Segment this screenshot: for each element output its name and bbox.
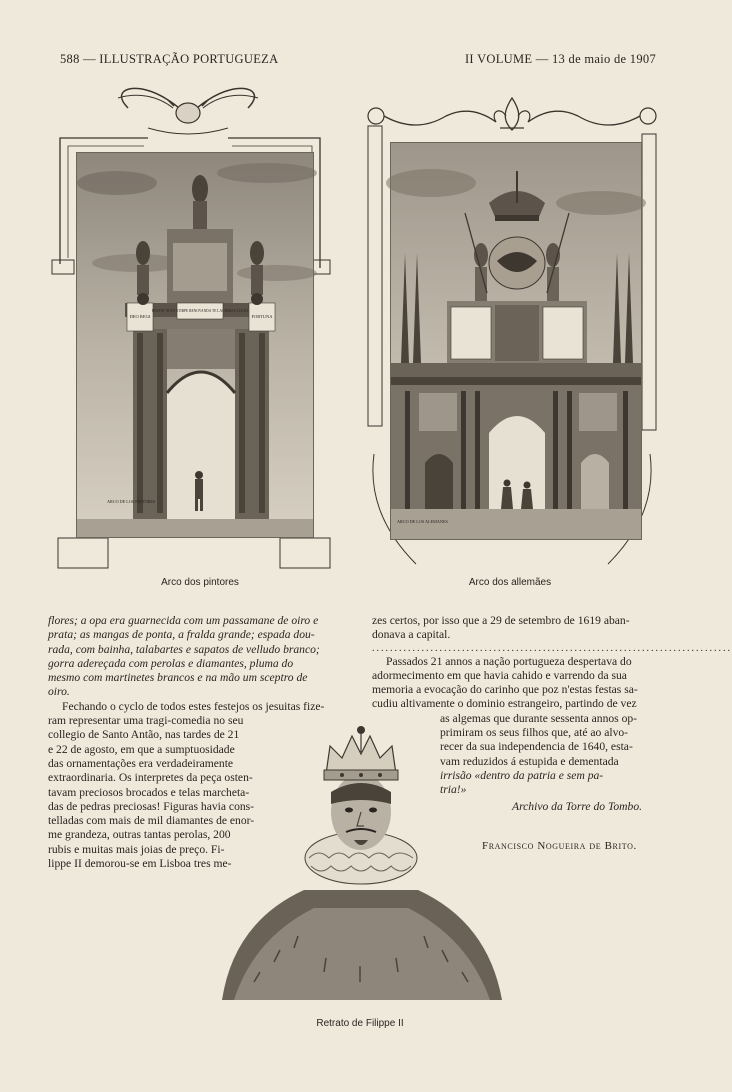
text-line: mesmo com martinetes brancos e na mão um sceptro de xyxy=(48,671,308,685)
text-line: donava a capital. xyxy=(372,628,451,642)
text-line: recer da sua independencia de 1640, esta- xyxy=(440,740,633,754)
left-col-paragraph-1 xyxy=(48,614,344,700)
arco-allemaes-figure xyxy=(356,94,666,579)
text-line: oiro. xyxy=(48,685,70,699)
page-header-left: 588 — ILLUSTRAÇÃO PORTUGUEZA xyxy=(60,52,279,66)
text-line: gorra adereçada com perolas e diamantes, pluma do xyxy=(48,656,294,670)
author-signature: Francisco Nogueira de Brito. xyxy=(482,840,637,852)
text-line: primiram os seus filhos que, até ao alvo- xyxy=(440,726,629,740)
section-dots: ................................................................................ xyxy=(372,642,732,654)
text-line: extraordinaria. Os interpretes da peça osten- xyxy=(48,771,253,785)
text-line: flores; a opa era guarnecida com um passamane de oiro e xyxy=(48,614,319,627)
text-line: adormecimento em que havia cahido e varrendo da sua xyxy=(372,668,627,682)
text-line: me grandeza, outras tantas perolas, 200 xyxy=(48,828,231,842)
text-line: rada, com bainha, talabartes e sapatos de velludo branco; xyxy=(48,642,320,656)
text-line: tavam preciosos brocados e telas marcheta- xyxy=(48,785,250,799)
text-line: rubis e muitas mais joias de preço. Fi- xyxy=(48,842,225,856)
text-line: vam reduzidos á estupida e dementada xyxy=(440,754,619,768)
text-line: tria!» xyxy=(440,783,467,797)
source-citation: Archivo da Torre do Tombo. xyxy=(512,800,643,813)
arco-pintores-image xyxy=(76,152,314,538)
page-header-right: II VOLUME — 13 de maio de 1907 xyxy=(464,52,656,66)
text-line: Passados 21 annos a nação portugueza despertava do xyxy=(386,654,632,668)
arco-pintores-figure xyxy=(48,78,338,578)
text-line: e 22 de agosto, em que a sumptuosidade xyxy=(48,742,235,756)
text-line: cudiu altivamente o dominio estrangeiro, partindo de vez xyxy=(372,697,637,711)
text-line: memoria a evocação do carinho que poz n'estas festas sa- xyxy=(372,683,638,697)
text-line: das de pedras preciosas! Figuras havia cons- xyxy=(48,799,255,813)
text-line: as algemas que durante sessenta annos op- xyxy=(440,711,638,725)
text-line: Fechando o cyclo de todos estes festejos os jesuitas fize- xyxy=(62,699,325,713)
caption-arco-pintores: Arco dos pintores xyxy=(161,577,239,588)
filippe-ii-portrait xyxy=(214,712,508,1004)
inscription-base-right: ARCO DE LOS ALEMANES xyxy=(397,519,448,524)
text-line: ram representar uma tragi-comedia no seu xyxy=(48,714,244,728)
text-line: lippe II demorou-se em Lisboa tres me- xyxy=(48,857,232,871)
inscription-base: ARCO DE LOS PINTORES xyxy=(107,499,156,504)
text-line: irrisão «dentro da patria e sem pa- xyxy=(440,768,604,782)
text-line: prata; as mangas de ponta, a fralda grande; espada dou- xyxy=(48,628,315,642)
text-line: das ornamentações era verdadeiramente xyxy=(48,756,234,770)
text-line: zes certos, por isso que a 29 de setembro de 1619 aban- xyxy=(372,614,630,627)
caption-filippe-ii: Retrato de Filippe II xyxy=(316,1018,404,1029)
caption-arco-allemaes: Arco dos allemães xyxy=(468,577,552,588)
inscription-center: RESTAT NOVA STIRPE RENOVANDA TE LACRIMAS LUCES xyxy=(151,309,249,313)
text-line: collegio de Santo Antão, nas tardes de 21 xyxy=(48,728,240,742)
arco-allemaes-image xyxy=(390,142,642,540)
text-line: telladas com mais de mil diamantes de enor- xyxy=(48,814,255,828)
inscription-right: FORTUNA xyxy=(251,314,273,319)
inscription-left: DEO REGI xyxy=(129,314,151,319)
